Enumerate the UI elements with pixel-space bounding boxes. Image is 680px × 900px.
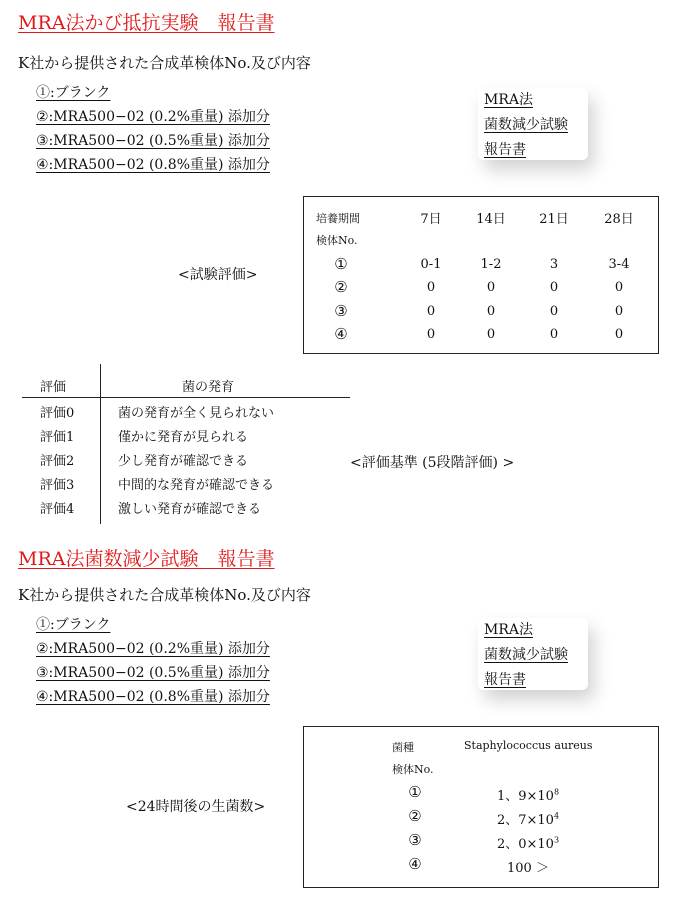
report2-count-label: <24時間後の生菌数> xyxy=(126,799,266,815)
report2-count-table xyxy=(303,726,659,888)
eval-cell: 0 xyxy=(614,304,624,319)
count-mantissa: 2、0×10 xyxy=(496,837,554,852)
report2-item-4: ④:MRA500−02 (0.8%重量) 添加分 xyxy=(36,689,270,705)
side-box-line-1: MRA法 xyxy=(484,92,533,108)
eval-cell: 3-4 xyxy=(608,257,630,272)
count-exponent: 4 xyxy=(553,811,560,821)
report2-side-box xyxy=(484,618,568,693)
report1-item-4: ④:MRA500−02 (0.8%重量) 添加分 xyxy=(36,157,270,173)
eval-cell: 3 xyxy=(549,257,559,272)
report1-eval-table xyxy=(303,196,659,354)
eval-col-header: 14日 xyxy=(476,212,506,227)
eval-cell: 0 xyxy=(426,280,436,295)
criteria-col1-header: 評価 xyxy=(40,380,67,395)
count-exponent: 3 xyxy=(553,835,560,845)
count-cell xyxy=(474,833,582,852)
side-box-line-1: MRA法 xyxy=(484,622,533,638)
eval-col-header: 7日 xyxy=(420,212,442,227)
count-row-id: ④ xyxy=(408,855,422,873)
eval-col-header: 28日 xyxy=(604,212,634,227)
side-box-line-3: 報告書 xyxy=(484,142,526,158)
criteria-desc: 中間的な発育が確認できる xyxy=(118,478,275,493)
eval-cell: 0-1 xyxy=(420,257,442,272)
criteria-level: 評価1 xyxy=(40,430,75,445)
eval-cell: 0 xyxy=(486,280,496,295)
report1-item-2: ②:MRA500−02 (0.2%重量) 添加分 xyxy=(36,109,270,125)
eval-row-id: ④ xyxy=(334,325,348,343)
report1-subtitle: K社から提供された合成革検体No.及び内容 xyxy=(18,54,311,72)
count-row-id: ① xyxy=(408,783,422,801)
criteria-desc: 少し発育が確認できる xyxy=(118,454,249,469)
eval-cell: 0 xyxy=(549,304,559,319)
eval-cell: 0 xyxy=(426,327,436,342)
criteria-level: 評価4 xyxy=(40,502,75,517)
count-exponent: 8 xyxy=(553,787,560,797)
side-box-line-2: 菌数減少試験 xyxy=(484,117,568,133)
eval-table-header-bottom: 検体No. xyxy=(316,234,358,247)
report1-eval-label: <試験評価> xyxy=(178,267,258,283)
criteria-divider-horizontal xyxy=(22,397,350,398)
report2-item-2: ②:MRA500−02 (0.2%重量) 添加分 xyxy=(36,641,270,657)
report2-item-3: ③:MRA500−02 (0.5%重量) 添加分 xyxy=(36,665,270,681)
count-mantissa: 1、9×10 xyxy=(496,789,554,804)
report2-item-1: ①:ブランク xyxy=(36,617,111,633)
eval-row-id: ③ xyxy=(334,302,348,320)
report2-subtitle: K社から提供された合成革検体No.及び内容 xyxy=(18,586,311,604)
count-table-header-top: 菌種 xyxy=(392,741,414,754)
criteria-level: 評価3 xyxy=(40,478,75,493)
criteria-divider-vertical xyxy=(100,364,101,524)
count-row-id: ② xyxy=(408,807,422,825)
eval-cell: 0 xyxy=(426,304,436,319)
eval-cell: 0 xyxy=(486,327,496,342)
report1-item-3: ③:MRA500−02 (0.5%重量) 添加分 xyxy=(36,133,270,149)
eval-cell: 0 xyxy=(486,304,496,319)
criteria-desc: 菌の発育が全く見られない xyxy=(118,406,275,421)
eval-cell: 0 xyxy=(614,327,624,342)
eval-cell: 0 xyxy=(614,280,624,295)
eval-table-header-top: 培養期間 xyxy=(316,212,360,225)
count-mantissa: 100 ＞ xyxy=(507,861,549,876)
report1-title: MRA法かび抵抗実験 報告書 xyxy=(18,12,275,34)
criteria-level: 評価2 xyxy=(40,454,75,469)
criteria-label: <評価基準 (5段階評価) > xyxy=(350,455,515,471)
report2-title: MRA法菌数減少試験 報告書 xyxy=(18,548,275,570)
side-box-line-3: 報告書 xyxy=(484,672,526,688)
count-cell xyxy=(474,785,582,804)
eval-cell: 0 xyxy=(549,327,559,342)
criteria-desc: 激しい発育が確認できる xyxy=(118,502,262,517)
eval-row-id: ① xyxy=(334,255,348,273)
eval-col-header: 21日 xyxy=(539,212,569,227)
count-mantissa: 2、7×10 xyxy=(496,813,554,828)
count-table-column-header: Staphylococcus aureus xyxy=(464,739,593,752)
eval-cell: 1-2 xyxy=(480,257,502,272)
count-cell xyxy=(474,809,582,828)
eval-cell: 0 xyxy=(549,280,559,295)
criteria-col2-header: 菌の発育 xyxy=(182,380,235,395)
side-box-line-2: 菌数減少試験 xyxy=(484,647,568,663)
count-row-id: ③ xyxy=(408,831,422,849)
count-cell xyxy=(474,857,582,876)
criteria-desc: 僅かに発育が見られる xyxy=(118,430,249,445)
count-table-header-bottom: 検体No. xyxy=(392,763,434,776)
eval-row-id: ② xyxy=(334,278,348,296)
report1-side-box xyxy=(484,88,568,163)
criteria-level: 評価0 xyxy=(40,406,75,421)
report1-item-1: ①:ブランク xyxy=(36,85,111,101)
